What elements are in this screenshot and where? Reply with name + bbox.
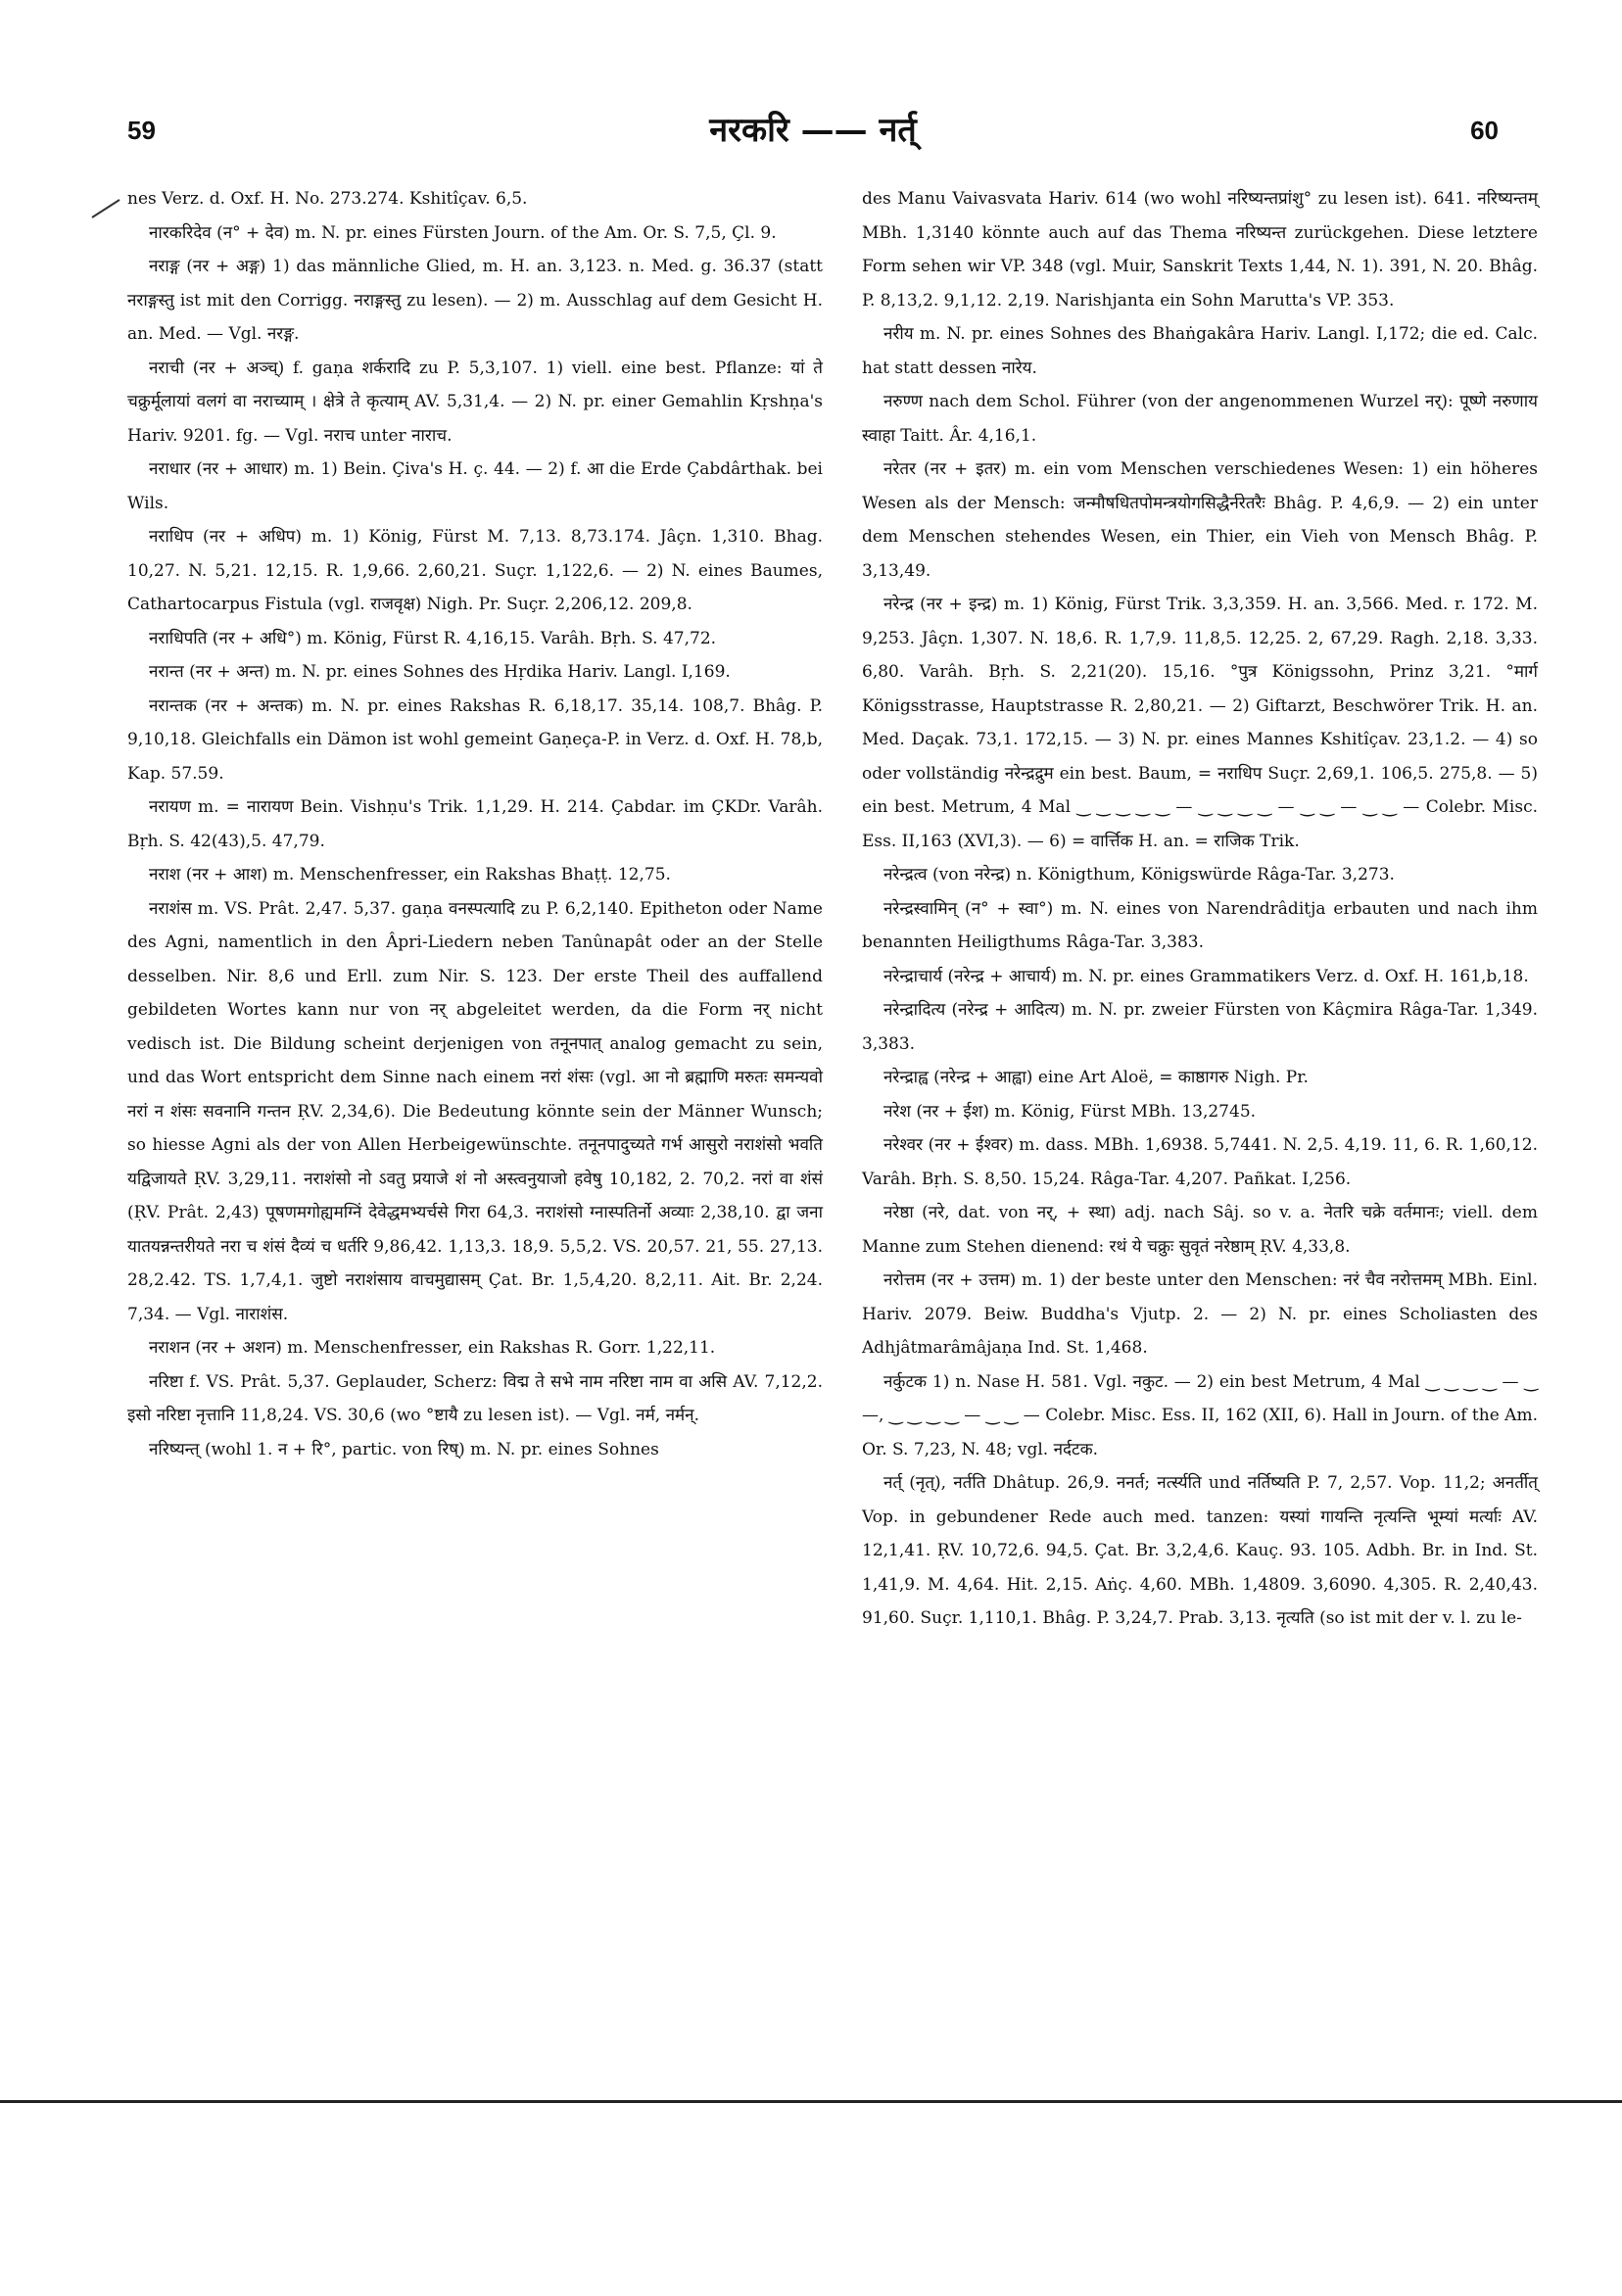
entry-paragraph: नरान्तक (नर + अन्तक) m. N. pr. eines Rakshas R. 6,18,17. 35,14. 108,7. Bhâg. P. 9,10,18. Gleichfalls ein Dämon ist wohl gemeint Gaṇeça-P. in Verz. d. Oxf. H. 78,b, Kap. 57.59. xyxy=(127,695,823,784)
page-number-left: 59 xyxy=(127,116,156,145)
right-column xyxy=(862,182,1538,1636)
entry-paragraph: नराङ्ग (नर + अङ्ग) 1) das männliche Glied, m. H. an. 3,123. n. Med. g. 36.37 (statt नराङ्गस्तु ist mit den Corrigg. नराङ्गस्तु zu lesen). — 2) m. Ausschlag auf dem Gesicht H. an. Med. — Vgl. नरङ्ग. xyxy=(127,257,823,344)
entry-paragraph: नरेन्द्र (नर + इन्द्र) m. 1) König, Fürst Trik. 3,3,359. H. an. 3,566. Med. r. 172. M. 9,253. Jâçn. 1,307. N. 18,6. R. 1,7,9. 11,8,5. 12,25. 2, 67,29. Ragh. 2,18. 3,33. 6,80. Varâh. Bṛh. S. 2,21(20). 15,16. °पुत्र Königssohn, Prinz 3,21. °मार्ग Königsstrasse, Hauptstrasse R. 2,80,21. — 2) Giftarzt, Beschwörer Trik. H. an. Med. Daçak. 73,1. 172,15. — 3) N. pr. eines Mannes Kshitîçav. 23,1.2. — 4) so oder vollständig नरेन्द्रद्रुम ein best. Baum, = नराधिप Suçr. 2,69,1. 106,5. 275,8. — 5) ein best. Metrum, 4 Mal ‿ ‿ ‿ ‿ ‿ — ‿ ‿ ‿ ‿ — ‿ ‿ — ‿ ‿ — Colebr. Misc. Ess. II,163 (XVI,3). — 6) = वार्त्तिक H. an. = राजिक Trik. xyxy=(862,595,1538,851)
entry-paragraph: नारकरिदेव (न° + देव) m. N. pr. eines Fürsten Journ. of the Am. Or. S. 7,5, Çl. 9. xyxy=(149,222,777,243)
entry-paragraph: नरिष्टा f. VS. Prât. 5,37. Geplauder, Scherz: विद्म ते सभे नाम नरिष्टा नाम वा असि AV. 7,12,2. इसो नरिष्टा नृत्तानि 11,8,24. VS. 30,6 (wo °ष्टायै zu lesen ist). — Vgl. नर्म, नर्मन्. xyxy=(127,1371,823,1425)
entry-paragraph: नरेन्द्रस्वामिन् (न° + स्वा°) m. N. eines von Narendrâditja erbauten und nach ihm benannten Heiligthums Râga-Tar. 3,383. xyxy=(862,898,1538,952)
entry-paragraph: नराची (नर + अञ्च्) f. gaṇa शर्करादि zu P. 5,3,107. 1) viell. eine best. Pflanze: यां ते चक्रुर्मूलायां वलगं वा नराच्याम् । क्षेत्रे ते कृत्याम् AV. 5,31,4. — 2) N. pr. einer Gemahlin Kṛshṇa's Hariv. 9201. fg. — Vgl. नराच unter नाराच. xyxy=(127,358,823,446)
entry-paragraph: नरिष्यन्त् (wohl 1. न + रि°, partic. von रिष्) m. N. pr. eines Sohnes xyxy=(149,1439,659,1459)
entry-paragraph: नर्त् (नृत्), नर्तति Dhâtup. 26,9. ननर्त; नर्त्स्यति und नर्तिष्यति P. 7, 2,57. Vop. 11,2; अनर्तीत् Vop. in gebundener Rede auch med. tanzen: यस्यां गायन्ति नृत्यन्ति भूम्यां मर्त्याः AV. 12,1,41. ṚV. 10,72,6. 94,5. Çat. Br. 3,2,4,6. Kauç. 93. 105. Adbh. Br. in Ind. St. 1,41,9. M. 4,64. Hit. 2,15. Aṅç. 4,60. MBh. 1,4809. 3,6090. 4,305. R. 2,40,43. 91,60. Suçr. 1,110,1. Bhâg. P. 3,24,7. Prab. 3,13. नृत्यति (so ist mit der v. l. zu le- xyxy=(862,1473,1538,1628)
entry-paragraph: नरेश (नर + ईश) m. König, Fürst MBh. 13,2745. xyxy=(883,1101,1257,1122)
entry-paragraph: नरेतर (नर + इतर) m. ein vom Menschen verschiedenes Wesen: 1) ein höheres Wesen als der Mensch: जन्मौषधितपोमन्त्रयोगसिद्धैर्नरेतरैः Bhâg. P. 4,6,9. — 2) ein unter dem Menschen stehendes Wesen, ein Thier, ein Vieh von Mensch Bhâg. P. 3,13,49. xyxy=(862,459,1538,581)
entry-paragraph: नराशन (नर + अशन) m. Menschenfresser, ein Rakshas R. Gorr. 1,22,11. xyxy=(149,1338,716,1358)
entry-paragraph: नरीय m. N. pr. eines Sohnes des Bhaṅgakâra Hariv. Langl. I,172; die ed. Calc. hat statt dessen नारेय. xyxy=(862,324,1538,378)
left-column xyxy=(127,182,823,1466)
entry-paragraph: नरान्त (नर + अन्त) m. N. pr. eines Sohnes des Hṛdika Hariv. Langl. I,169. xyxy=(149,662,731,682)
entry-paragraph: des Manu Vaivasvata Hariv. 614 (wo wohl नरिष्यन्तप्रांशु° zu lesen ist). 641. नरिष्यन्तम् MBh. 1,3140 könnte auch auf das Thema नरिष्यन्त zurückgehen. Diese letztere Form sehen wir VP. 348 (vgl. Muir, Sanskrit Texts 1,44, N. 1). 391, N. 20. Bhâg. P. 8,13,2. 9,1,12. 2,19. Narishjanta ein Sohn Marutta's VP. 353. xyxy=(862,189,1538,311)
running-header xyxy=(127,106,1499,155)
entry-paragraph: नराश (नर + आश) m. Menschenfresser, ein Rakshas Bhaṭṭ. 12,75. xyxy=(149,865,671,885)
header-headwords: नरकरि —— नर्त् xyxy=(709,111,917,150)
entry-paragraph: नरेश्वर (नर + ईश्वर) m. dass. MBh. 1,6938. 5,7441. N. 2,5. 4,19. 11, 6. R. 1,60,12. Varâh. Bṛh. S. 8,50. 15,24. Râga-Tar. 4,207. Pañkat. I,256. xyxy=(862,1135,1538,1189)
page-bottom-rule xyxy=(0,2100,1622,2103)
entry-paragraph: नरेन्द्रत्व (von नरेन्द्र) n. Königthum, Königswürde Râga-Tar. 3,273. xyxy=(883,865,1395,885)
entry-paragraph: नराशंस m. VS. Prât. 2,47. 5,37. gaṇa वनस्पत्यादि zu P. 6,2,140. Epitheton oder Name des Agni, namentlich in den Âpri-Liedern neben Tanûnapât oder an der Stelle desselben. Nir. 8,6 und Erll. zum Nir. S. 123. Der erste Theil des auffallend gebildeten Wortes kann nur von नर् abgeleitet werden, da die Form नर् nicht vedisch ist. Die Bildung scheint derjenigen von तनूनपात् analog gemacht zu sein, und das Wort entspricht dem Sinne nach einem नरां शंसः (vgl. आ नो ब्रह्माणि मरुतः समन्यवो नरां न शंसः सवनानि गन्तन ṚV. 2,34,6). Die Bedeutung könnte sein der Männer Wunsch; so hiesse Agni als der von Allen Herbeigewünschte. तनूनपादुच्यते गर्भ आसुरो नराशंसो भवति यद्विजायते ṚV. 3,29,11. नराशंसो नो ऽवतु प्रयाजे शं नो अस्त्वनुयाजो हवेषु 10,182, 2. 70,2. नरां वा शंसं (ṚV. Prât. 2,43) पूषणमगोह्यमग्निं देवेद्धमभ्यर्चसे गिरा 64,3. नराशंसो ग्नास्पतिर्नो अव्याः 2,38,10. द्वा जना यातयन्नन्तरीयते नरा च शंसं दैव्यं च धर्तरि 9,86,42. 1,13,3. 18,9. 5,5,2. VS. 20,57. 21, 55. 27,13. 28,2.42. TS. 1,7,4,1. जुष्टो नराशंसाय वाचमुद्यासम् Çat. Br. 1,5,4,20. 8,2,11. Ait. Br. 2,24. 7,34. — Vgl. नाराशंस. xyxy=(127,898,823,1324)
entry-paragraph: नरेन्द्राह्व (नरेन्द्र + आह्वा) eine Art Aloë, = काष्ठागरु Nigh. Pr. xyxy=(883,1068,1309,1087)
entry-paragraph: नरेन्द्रादित्य (नरेन्द्र + आदित्य) m. N. pr. zweier Fürsten von Kâçmira Râga-Tar. 1,349. 3,383. xyxy=(862,1000,1538,1054)
page-number-right: 60 xyxy=(1470,116,1499,145)
pencil-mark-icon xyxy=(90,196,129,219)
entry-paragraph: नरोत्तम (नर + उत्तम) m. 1) der beste unter den Menschen: नरं चैव नरोत्तमम् MBh. Einl. Hariv. 2079. Beiw. Buddha's Vjutp. 2. — 2) N. pr. eines Scholiasten des Adhjâtmarâmâjaṇa Ind. St. 1,468. xyxy=(862,1270,1538,1358)
entry-paragraph: नराधार (नर + आधार) m. 1) Bein. Çiva's H. ç. 44. — 2) f. आ die Erde Çabdârthak. bei Wils. xyxy=(127,459,823,513)
entry-paragraph: नराधिपति (नर + अधि°) m. König, Fürst R. 4,16,15. Varâh. Bṛh. S. 47,72. xyxy=(149,628,717,648)
entry-paragraph: नरेष्ठा (नरे, dat. von नर्, + स्था) adj. nach Sâj. so v. a. नेतरि चक्रे वर्तमानः; viell. dem Manne zum Stehen dienend: रथं ये चक्रुः सुवृतं नरेष्ठाम् ṚV. 4,33,8. xyxy=(862,1203,1538,1257)
entry-paragraph: नरेन्द्राचार्य (नरेन्द्र + आचार्य) m. N. pr. eines Grammatikers Verz. d. Oxf. H. 161,b,18. xyxy=(883,966,1529,986)
entry-paragraph: नराधिप (नर + अधिप) m. 1) König, Fürst M. 7,13. 8,73.174. Jâçn. 1,310. Bhag. 10,27. N. 5,21. 12,15. R. 1,9,66. 2,60,21. Suçr. 1,122,6. — 2) N. eines Baumes, Cathartocarpus Fistula (vgl. राजवृक्ष) Nigh. Pr. Suçr. 2,206,12. 209,8. xyxy=(127,527,823,614)
entry-paragraph: nes Verz. d. Oxf. H. No. 273.274. Kshitîçav. 6,5. xyxy=(127,189,528,209)
entry-paragraph: नर्कुटक 1) n. Nase H. 581. Vgl. नकुट. — 2) ein best Metrum, 4 Mal ‿ ‿ ‿ ‿ — ‿ —, ‿ ‿ ‿ ‿ — ‿ ‿ — Colebr. Misc. Ess. II, 162 (XII, 6). Hall in Journ. of the Am. Or. S. 7,23, N. 48; vgl. नर्दटक. xyxy=(862,1371,1538,1459)
entry-paragraph: नरायण m. = नारायण Bein. Vishṇu's Trik. 1,1,29. H. 214. Çabdar. im ÇKDr. Varâh. Bṛh. S. 42(43),5. 47,79. xyxy=(127,797,823,851)
entry-paragraph: नरुण्ण nach dem Schol. Führer (von der angenommenen Wurzel नर्): पूष्णे नरुणाय स्वाहा Taitt. Âr. 4,16,1. xyxy=(862,392,1538,446)
